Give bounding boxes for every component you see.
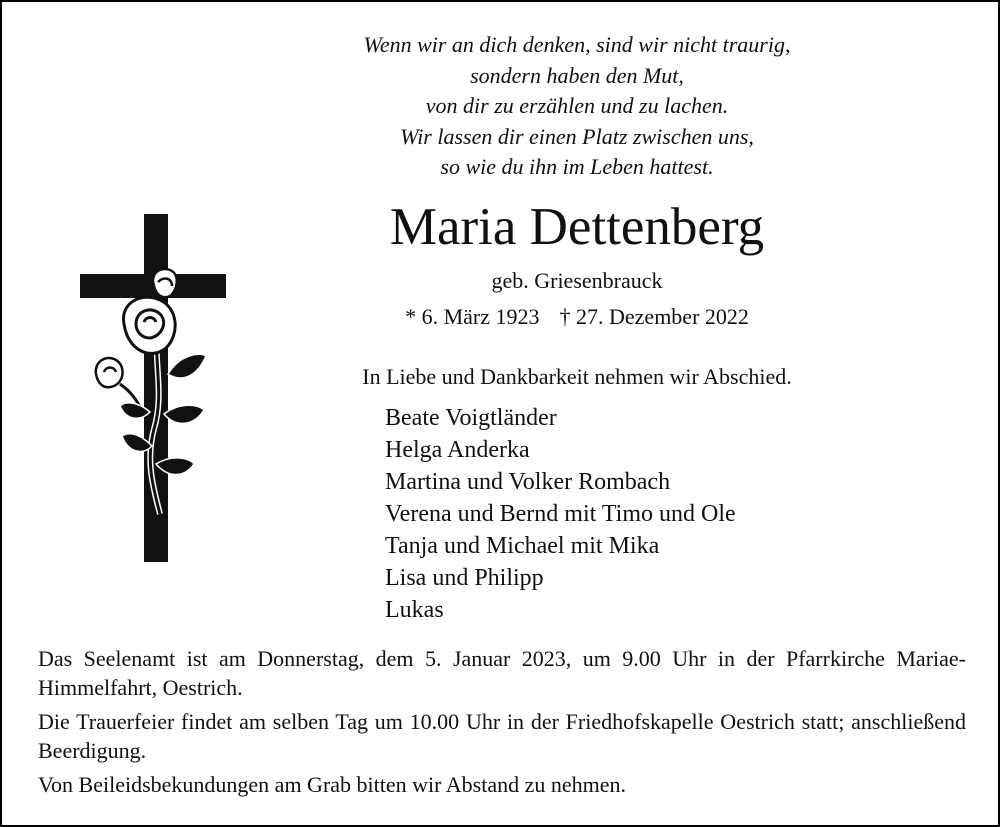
death-date: † 27. Dezember 2022 xyxy=(559,304,749,329)
poem-line: Wenn wir an dich denken, sind wir nicht traurig, xyxy=(363,32,791,57)
deceased-name: Maria Dettenberg xyxy=(389,198,765,256)
life-dates xyxy=(247,302,907,332)
poem xyxy=(247,30,907,183)
mourner: Martina und Volker Rombach xyxy=(385,469,671,495)
farewell-line: In Liebe und Dankbarkeit nehmen wir Abschied. xyxy=(362,364,792,389)
cross-with-roses-icon xyxy=(80,214,250,562)
requiem-info: Das Seelenamt ist am Donnerstag, dem 5. Januar 2023, um 9.00 Uhr in der Pfarrkirche Mariae-Himmelfahrt, Oestrich. xyxy=(38,646,966,700)
poem-line: Wir lassen dir einen Platz zwischen uns, xyxy=(400,123,754,149)
poem-line: sondern haben den Mut, xyxy=(470,62,684,88)
birth-date: * 6. März 1923 xyxy=(405,304,540,329)
mourner: Helga Anderka xyxy=(385,437,530,463)
funeral-info: Die Trauerfeier findet am selben Tag um 10.00 Uhr in der Friedhofskapelle Oestrich statt; anschließend Beerdigung. xyxy=(38,709,966,763)
mourner: Tanja und Michael mit Mika xyxy=(385,533,660,559)
birth-name: geb. Griesenbrauck xyxy=(491,268,663,293)
mourners-list xyxy=(385,402,736,626)
condolence-note: Von Beileidsbekundungen am Grab bitten wir Abstand zu nehmen. xyxy=(38,772,626,797)
mourner: Verena und Bernd mit Timo und Ole xyxy=(385,501,736,527)
mourner: Lisa und Philipp xyxy=(385,565,544,591)
poem-line: so wie du ihn im Leben hattest. xyxy=(440,154,714,179)
mourner: Beate Voigtländer xyxy=(385,405,557,431)
service-info xyxy=(38,644,966,804)
mourner: Lukas xyxy=(385,597,444,623)
poem-line: von dir zu erzählen und zu lachen. xyxy=(425,93,729,118)
